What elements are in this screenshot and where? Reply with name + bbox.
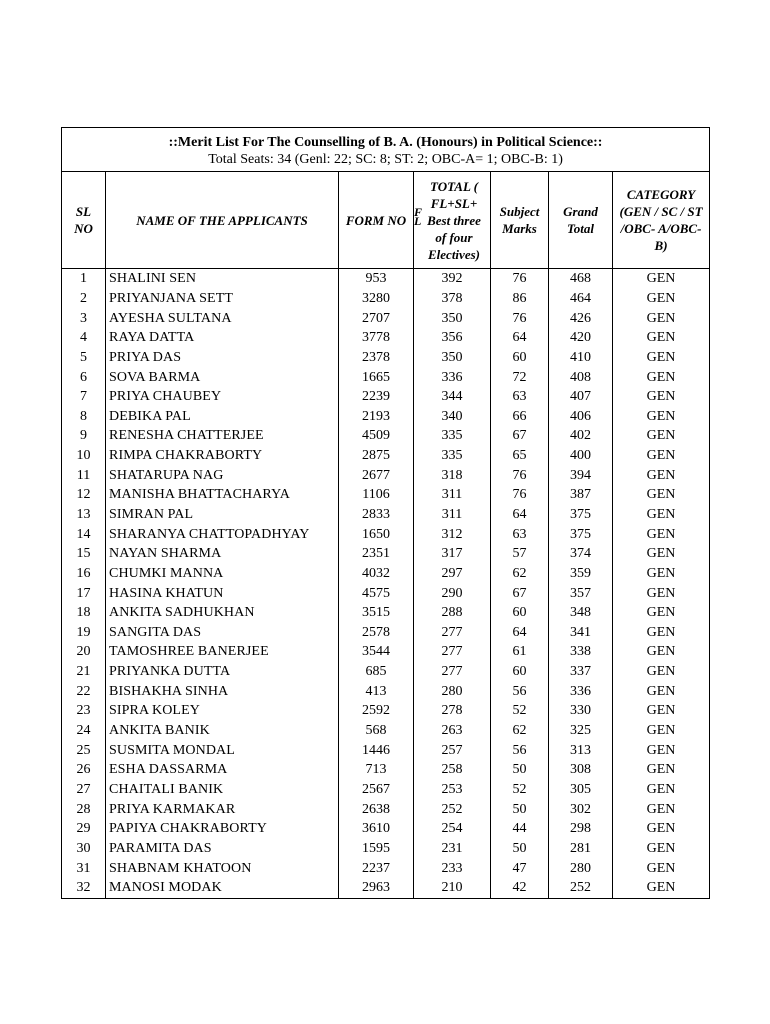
grand-total-cell: 313	[549, 740, 613, 760]
total-cell: 277	[414, 623, 491, 643]
applicant-name-cell: TAMOSHREE BANERJEE	[106, 642, 339, 662]
sl-no-cell: 18	[62, 603, 106, 623]
grand-total-cell: 308	[549, 760, 613, 780]
category-cell: GEN	[613, 406, 710, 426]
applicant-name-cell: PRIYA DAS	[106, 348, 339, 368]
applicant-name-cell: SHARANYA CHATTOPADHYAY	[106, 524, 339, 544]
table-row	[62, 623, 710, 643]
category-cell: GEN	[613, 819, 710, 839]
form-no-cell: 2833	[339, 505, 414, 525]
subject-marks-cell: 60	[491, 662, 549, 682]
grand-total-cell: 338	[549, 642, 613, 662]
form-no-cell: 1595	[339, 839, 414, 859]
sl-no-cell: 14	[62, 524, 106, 544]
total-cell: 288	[414, 603, 491, 623]
header-sl-no: SL NO	[62, 172, 106, 269]
form-no-cell: 2707	[339, 308, 414, 328]
form-no-cell: 2567	[339, 780, 414, 800]
grand-total-cell: 420	[549, 328, 613, 348]
applicant-name-cell: PARAMITA DAS	[106, 839, 339, 859]
applicant-name-cell: CHUMKI MANNA	[106, 564, 339, 584]
total-cell: 254	[414, 819, 491, 839]
grand-total-cell: 394	[549, 465, 613, 485]
total-cell: 277	[414, 662, 491, 682]
title-row	[62, 128, 710, 172]
form-no-cell: 413	[339, 681, 414, 701]
grand-total-cell: 406	[549, 406, 613, 426]
category-cell: GEN	[613, 780, 710, 800]
sl-no-cell: 13	[62, 505, 106, 525]
category-cell: GEN	[613, 839, 710, 859]
table-row	[62, 878, 710, 898]
header-total-label: TOTAL ( FL+SL+ Best three of four Electives)	[427, 178, 481, 262]
total-cell: 336	[414, 367, 491, 387]
applicant-name-cell: PRIYANKA DUTTA	[106, 662, 339, 682]
form-no-cell: 1650	[339, 524, 414, 544]
applicant-name-cell: PRIYANJANA SETT	[106, 289, 339, 309]
applicant-name-cell: NAYAN SHARMA	[106, 544, 339, 564]
grand-total-cell: 298	[549, 819, 613, 839]
subject-marks-cell: 66	[491, 406, 549, 426]
grand-total-cell: 305	[549, 780, 613, 800]
table-row	[62, 642, 710, 662]
subject-marks-cell: 62	[491, 564, 549, 584]
subject-marks-cell: 50	[491, 839, 549, 859]
total-cell: 378	[414, 289, 491, 309]
total-cell: 233	[414, 858, 491, 878]
table-row	[62, 406, 710, 426]
grand-total-cell: 302	[549, 799, 613, 819]
applicant-name-cell: ESHA DASSARMA	[106, 760, 339, 780]
total-seats-subtitle: Total Seats: 34 (Genl: 22; SC: 8; ST: 2; OBC-A= 1; OBC-B: 1)	[208, 151, 563, 167]
table-row	[62, 544, 710, 564]
table-row	[62, 780, 710, 800]
category-cell: GEN	[613, 289, 710, 309]
category-cell: GEN	[613, 524, 710, 544]
form-no-cell: 568	[339, 721, 414, 741]
category-cell: GEN	[613, 446, 710, 466]
category-cell: GEN	[613, 308, 710, 328]
sl-no-cell: 23	[62, 701, 106, 721]
form-no-cell: 2237	[339, 858, 414, 878]
form-no-cell: 2378	[339, 348, 414, 368]
sl-no-cell: 4	[62, 328, 106, 348]
sl-no-cell: 12	[62, 485, 106, 505]
grand-total-cell: 348	[549, 603, 613, 623]
form-no-cell: 4509	[339, 426, 414, 446]
subject-marks-cell: 44	[491, 819, 549, 839]
sl-no-cell: 8	[62, 406, 106, 426]
grand-total-cell: 374	[549, 544, 613, 564]
form-no-cell: 2677	[339, 465, 414, 485]
total-cell: 210	[414, 878, 491, 898]
subject-marks-cell: 76	[491, 465, 549, 485]
applicant-name-cell: CHAITALI BANIK	[106, 780, 339, 800]
total-cell: 231	[414, 839, 491, 859]
form-no-cell: 2963	[339, 878, 414, 898]
category-cell: GEN	[613, 603, 710, 623]
table-row	[62, 426, 710, 446]
table-row	[62, 760, 710, 780]
grand-total-cell: 408	[549, 367, 613, 387]
table-body	[62, 269, 710, 899]
category-cell: GEN	[613, 348, 710, 368]
form-no-cell: 3280	[339, 289, 414, 309]
table-row	[62, 681, 710, 701]
sl-no-cell: 25	[62, 740, 106, 760]
sl-no-cell: 29	[62, 819, 106, 839]
total-cell: 318	[414, 465, 491, 485]
sl-no-cell: 20	[62, 642, 106, 662]
table-row	[62, 524, 710, 544]
table-row	[62, 446, 710, 466]
category-cell: GEN	[613, 858, 710, 878]
form-no-cell: 1446	[339, 740, 414, 760]
grand-total-cell: 375	[549, 505, 613, 525]
category-cell: GEN	[613, 328, 710, 348]
subject-marks-cell: 64	[491, 328, 549, 348]
applicant-name-cell: SHALINI SEN	[106, 269, 339, 289]
table-row	[62, 308, 710, 328]
total-cell: 257	[414, 740, 491, 760]
sl-no-cell: 2	[62, 289, 106, 309]
sl-no-cell: 28	[62, 799, 106, 819]
category-cell: GEN	[613, 465, 710, 485]
category-cell: GEN	[613, 367, 710, 387]
applicant-name-cell: DEBIKA PAL	[106, 406, 339, 426]
total-cell: 350	[414, 348, 491, 368]
applicant-name-cell: RIMPA CHAKRABORTY	[106, 446, 339, 466]
total-cell: 344	[414, 387, 491, 407]
header-total-fl-side: F L	[414, 204, 422, 228]
total-cell: 280	[414, 681, 491, 701]
applicant-name-cell: SOVA BARMA	[106, 367, 339, 387]
table-row	[62, 289, 710, 309]
category-cell: GEN	[613, 740, 710, 760]
applicant-name-cell: SHATARUPA NAG	[106, 465, 339, 485]
subject-marks-cell: 86	[491, 289, 549, 309]
subject-marks-cell: 67	[491, 426, 549, 446]
merit-list-table	[61, 127, 710, 899]
total-cell: 278	[414, 701, 491, 721]
sl-no-cell: 31	[62, 858, 106, 878]
total-cell: 356	[414, 328, 491, 348]
form-no-cell: 3610	[339, 819, 414, 839]
table-row	[62, 799, 710, 819]
form-no-cell: 1665	[339, 367, 414, 387]
applicant-name-cell: SANGITA DAS	[106, 623, 339, 643]
category-cell: GEN	[613, 662, 710, 682]
grand-total-cell: 468	[549, 269, 613, 289]
table-row	[62, 564, 710, 584]
table-row	[62, 603, 710, 623]
table-row	[62, 740, 710, 760]
applicant-name-cell: ANKITA BANIK	[106, 721, 339, 741]
applicant-name-cell: PAPIYA CHAKRABORTY	[106, 819, 339, 839]
total-cell: 252	[414, 799, 491, 819]
applicant-name-cell: MANISHA BHATTACHARYA	[106, 485, 339, 505]
subject-marks-cell: 60	[491, 348, 549, 368]
header-subject-marks: Subject Marks	[491, 172, 549, 269]
subject-marks-cell: 76	[491, 308, 549, 328]
subject-marks-cell: 65	[491, 446, 549, 466]
sl-no-cell: 19	[62, 623, 106, 643]
table-row	[62, 328, 710, 348]
header-row	[62, 172, 710, 269]
table-row	[62, 858, 710, 878]
grand-total-cell: 336	[549, 681, 613, 701]
subject-marks-cell: 63	[491, 524, 549, 544]
category-cell: GEN	[613, 269, 710, 289]
grand-total-cell: 410	[549, 348, 613, 368]
sl-no-cell: 27	[62, 780, 106, 800]
form-no-cell: 2875	[339, 446, 414, 466]
header-form-no: FORM NO	[339, 172, 414, 269]
subject-marks-cell: 50	[491, 760, 549, 780]
grand-total-cell: 387	[549, 485, 613, 505]
sl-no-cell: 6	[62, 367, 106, 387]
category-cell: GEN	[613, 387, 710, 407]
sl-no-cell: 26	[62, 760, 106, 780]
sl-no-cell: 10	[62, 446, 106, 466]
grand-total-cell: 402	[549, 426, 613, 446]
applicant-name-cell: SIMRAN PAL	[106, 505, 339, 525]
total-cell: 312	[414, 524, 491, 544]
subject-marks-cell: 47	[491, 858, 549, 878]
total-cell: 335	[414, 446, 491, 466]
grand-total-cell: 400	[549, 446, 613, 466]
form-no-cell: 953	[339, 269, 414, 289]
table-row	[62, 721, 710, 741]
applicant-name-cell: SUSMITA MONDAL	[106, 740, 339, 760]
subject-marks-cell: 62	[491, 721, 549, 741]
applicant-name-cell: RAYA DATTA	[106, 328, 339, 348]
form-no-cell: 685	[339, 662, 414, 682]
category-cell: GEN	[613, 721, 710, 741]
form-no-cell: 4575	[339, 583, 414, 603]
total-cell: 392	[414, 269, 491, 289]
form-no-cell: 3544	[339, 642, 414, 662]
sl-no-cell: 9	[62, 426, 106, 446]
applicant-name-cell: SIPRA KOLEY	[106, 701, 339, 721]
form-no-cell: 713	[339, 760, 414, 780]
subject-marks-cell: 67	[491, 583, 549, 603]
form-no-cell: 3778	[339, 328, 414, 348]
total-cell: 335	[414, 426, 491, 446]
sl-no-cell: 24	[62, 721, 106, 741]
grand-total-cell: 325	[549, 721, 613, 741]
table-row	[62, 485, 710, 505]
category-cell: GEN	[613, 681, 710, 701]
sl-no-cell: 30	[62, 839, 106, 859]
form-no-cell: 2578	[339, 623, 414, 643]
header-category: CATEGORY (GEN / SC / ST /OBC- A/OBC-B)	[613, 172, 710, 269]
table-row	[62, 465, 710, 485]
merit-list-sheet	[61, 127, 709, 899]
category-cell: GEN	[613, 760, 710, 780]
category-cell: GEN	[613, 544, 710, 564]
form-no-cell: 2193	[339, 406, 414, 426]
header-total-wrap	[414, 178, 490, 263]
grand-total-cell: 426	[549, 308, 613, 328]
table-row	[62, 839, 710, 859]
subject-marks-cell: 64	[491, 505, 549, 525]
grand-total-cell: 280	[549, 858, 613, 878]
page-title: ::Merit List For The Counselling of B. A. (Honours) in Political Science::	[168, 134, 603, 150]
form-no-cell: 2638	[339, 799, 414, 819]
grand-total-cell: 407	[549, 387, 613, 407]
header-total	[414, 172, 491, 269]
sl-no-cell: 15	[62, 544, 106, 564]
table-row	[62, 819, 710, 839]
table-row	[62, 367, 710, 387]
grand-total-cell: 464	[549, 289, 613, 309]
sl-no-cell: 3	[62, 308, 106, 328]
category-cell: GEN	[613, 426, 710, 446]
applicant-name-cell: PRIYA CHAUBEY	[106, 387, 339, 407]
grand-total-cell: 341	[549, 623, 613, 643]
table-row	[62, 269, 710, 289]
subject-marks-cell: 42	[491, 878, 549, 898]
total-cell: 258	[414, 760, 491, 780]
applicant-name-cell: SHABNAM KHATOON	[106, 858, 339, 878]
category-cell: GEN	[613, 505, 710, 525]
table-row	[62, 505, 710, 525]
table-row	[62, 583, 710, 603]
sl-no-cell: 5	[62, 348, 106, 368]
total-cell: 297	[414, 564, 491, 584]
applicant-name-cell: HASINA KHATUN	[106, 583, 339, 603]
applicant-name-cell: MANOSI MODAK	[106, 878, 339, 898]
sl-no-cell: 17	[62, 583, 106, 603]
sl-no-cell: 16	[62, 564, 106, 584]
total-cell: 277	[414, 642, 491, 662]
subject-marks-cell: 52	[491, 701, 549, 721]
title-cell	[62, 128, 710, 172]
subject-marks-cell: 56	[491, 740, 549, 760]
applicant-name-cell: RENESHA CHATTERJEE	[106, 426, 339, 446]
category-cell: GEN	[613, 799, 710, 819]
total-cell: 263	[414, 721, 491, 741]
category-cell: GEN	[613, 701, 710, 721]
category-cell: GEN	[613, 878, 710, 898]
form-no-cell: 4032	[339, 564, 414, 584]
grand-total-cell: 359	[549, 564, 613, 584]
subject-marks-cell: 63	[491, 387, 549, 407]
sl-no-cell: 1	[62, 269, 106, 289]
grand-total-cell: 337	[549, 662, 613, 682]
table-row	[62, 348, 710, 368]
form-no-cell: 2351	[339, 544, 414, 564]
applicant-name-cell: BISHAKHA SINHA	[106, 681, 339, 701]
total-cell: 253	[414, 780, 491, 800]
applicant-name-cell: PRIYA KARMAKAR	[106, 799, 339, 819]
sl-no-cell: 21	[62, 662, 106, 682]
table-row	[62, 387, 710, 407]
form-no-cell: 1106	[339, 485, 414, 505]
sl-no-cell: 32	[62, 878, 106, 898]
sl-no-cell: 11	[62, 465, 106, 485]
total-cell: 340	[414, 406, 491, 426]
category-cell: GEN	[613, 623, 710, 643]
subject-marks-cell: 52	[491, 780, 549, 800]
category-cell: GEN	[613, 485, 710, 505]
applicant-name-cell: AYESHA SULTANA	[106, 308, 339, 328]
grand-total-cell: 357	[549, 583, 613, 603]
total-cell: 290	[414, 583, 491, 603]
subject-marks-cell: 56	[491, 681, 549, 701]
total-cell: 317	[414, 544, 491, 564]
subject-marks-cell: 60	[491, 603, 549, 623]
table-row	[62, 701, 710, 721]
header-name: NAME OF THE APPLICANTS	[106, 172, 339, 269]
sl-no-cell: 22	[62, 681, 106, 701]
sl-no-cell: 7	[62, 387, 106, 407]
grand-total-cell: 281	[549, 839, 613, 859]
total-cell: 311	[414, 485, 491, 505]
header-grand-total: Grand Total	[549, 172, 613, 269]
subject-marks-cell: 64	[491, 623, 549, 643]
category-cell: GEN	[613, 583, 710, 603]
subject-marks-cell: 57	[491, 544, 549, 564]
form-no-cell: 2239	[339, 387, 414, 407]
grand-total-cell: 252	[549, 878, 613, 898]
subject-marks-cell: 76	[491, 269, 549, 289]
table-row	[62, 662, 710, 682]
form-no-cell: 3515	[339, 603, 414, 623]
total-cell: 311	[414, 505, 491, 525]
subject-marks-cell: 61	[491, 642, 549, 662]
total-cell: 350	[414, 308, 491, 328]
category-cell: GEN	[613, 564, 710, 584]
subject-marks-cell: 72	[491, 367, 549, 387]
grand-total-cell: 375	[549, 524, 613, 544]
subject-marks-cell: 50	[491, 799, 549, 819]
form-no-cell: 2592	[339, 701, 414, 721]
grand-total-cell: 330	[549, 701, 613, 721]
applicant-name-cell: ANKITA SADHUKHAN	[106, 603, 339, 623]
subject-marks-cell: 76	[491, 485, 549, 505]
category-cell: GEN	[613, 642, 710, 662]
